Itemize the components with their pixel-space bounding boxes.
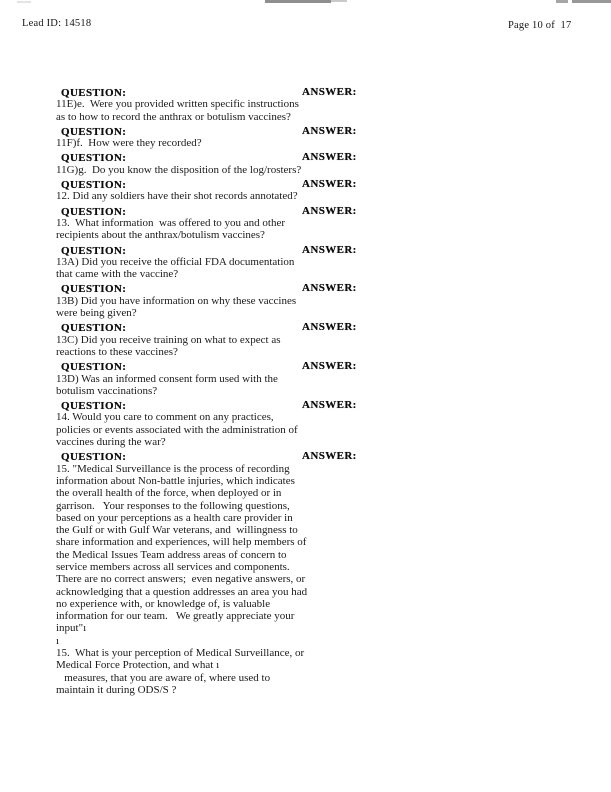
question-text-line: There are no correct answers; even negative answers, or: [56, 573, 306, 586]
scan-artifact: [556, 0, 568, 3]
question-label: QUESTION:: [61, 283, 127, 296]
question-label: QUESTION:: [61, 179, 127, 192]
question-text-line: 11F)f. How were they recorded?: [56, 137, 202, 150]
question-label: QUESTION:: [61, 125, 127, 138]
answer-label: ANSWER:: [302, 282, 357, 295]
trailing-text-line: ı: [56, 634, 60, 647]
qa-block: [56, 178, 596, 203]
question-text-line: information about Non-battle injuries, which indicates: [56, 474, 295, 487]
qa-header-row: [56, 282, 596, 294]
question-text-line: 11G)g. Do you know the disposition of the log/rosters?: [56, 163, 302, 176]
qa-header-row: [56, 151, 596, 163]
trailing-text-line: Medical Force Protection, and what ı: [56, 659, 220, 672]
question-text-line: 11E)e. Were you provided written specific instructions: [56, 98, 299, 111]
qa-list: [56, 84, 596, 696]
qa-header-row: [56, 178, 596, 190]
question-text-line: based on your perceptions as a health care provider in: [56, 511, 293, 524]
qa-header-row: [56, 205, 596, 217]
question-text-line: 13B) Did you have information on why these vaccines: [56, 294, 297, 307]
question-text-line: garrison. Your responses to the following questions,: [56, 499, 290, 512]
qa-block: [56, 125, 596, 150]
question-text-line: share information and experiences, will help members of: [56, 536, 307, 549]
qa-block: [56, 450, 596, 634]
trailing-text-line: 15. What is your perception of Medical Surveillance, or: [56, 647, 305, 660]
qa-block: [56, 282, 596, 319]
scan-artifact: [17, 1, 31, 3]
question-text-line: 14. Would you care to comment on any practices,: [56, 411, 274, 424]
qa-block: [56, 205, 596, 242]
question-label: QUESTION:: [61, 400, 127, 413]
qa-header-row: [56, 86, 596, 98]
question-text-line: 15. "Medical Surveillance is the process of recording: [56, 462, 290, 475]
question-text-line: information for our team. We greatly appreciate your: [56, 610, 295, 623]
qa-block: [56, 399, 596, 448]
answer-label: ANSWER:: [302, 86, 357, 98]
qa-header-row: [56, 360, 596, 372]
question-label: QUESTION:: [61, 205, 127, 218]
scan-artifact: [265, 0, 331, 3]
qa-block: [56, 86, 596, 123]
question-text-line: reactions to these vaccines?: [56, 345, 178, 358]
answer-label: ANSWER:: [302, 124, 357, 137]
question-text-line: were being given?: [56, 307, 137, 320]
question-text-line: policies or events associated with the administration of: [56, 423, 298, 436]
question-text-line: 13. What information was offered to you and other: [56, 216, 286, 229]
question-text-line: the overall health of the force, when deployed or in: [56, 487, 282, 500]
qa-header-row: [56, 450, 596, 462]
question-text-line: 13C) Did you receive training on what to expect as: [56, 333, 281, 346]
lead-id-label: Lead ID: 14518: [22, 18, 92, 29]
question-text-line: acknowledging that a question addresses an area you had: [56, 585, 308, 598]
question-text-line: botulism vaccinations?: [56, 384, 158, 397]
question-text-line: the Gulf or with Gulf War veterans, and willingness to: [56, 524, 298, 537]
question-text-line: service members across all services and components.: [56, 560, 290, 573]
qa-block: [56, 244, 596, 281]
question-text-line: that came with the vaccine?: [56, 268, 179, 281]
question-label: QUESTION:: [61, 152, 127, 165]
question-text-line: recipients about the anthrax/botulism vaccines?: [56, 229, 265, 242]
answer-label: ANSWER:: [302, 151, 357, 164]
qa-header-row: [56, 399, 596, 411]
question-text-line: no experience with, or knowledge of, is valuable: [56, 597, 271, 610]
qa-block: [56, 360, 596, 397]
answer-label: ANSWER:: [302, 399, 357, 412]
question-label: QUESTION:: [61, 244, 127, 257]
qa-block: [56, 321, 596, 358]
question-text-line: vaccines during the war?: [56, 436, 166, 449]
answer-label: ANSWER:: [302, 450, 357, 463]
qa-header-row: [56, 321, 596, 333]
question-label: QUESTION:: [61, 87, 127, 99]
trailing-text-line: measures, that you are aware of, where used to: [56, 671, 271, 684]
answer-label: ANSWER:: [302, 321, 357, 334]
qa-header-row: [56, 244, 596, 256]
question-label: QUESTION:: [61, 322, 127, 335]
answer-label: ANSWER:: [302, 360, 357, 373]
scan-artifact: [572, 0, 611, 3]
answer-label: ANSWER:: [302, 243, 357, 256]
question-text-line: 12. Did any soldiers have their shot records annotated?: [56, 190, 298, 203]
question-text-line: as to how to record the anthrax or botulism vaccines?: [56, 110, 291, 123]
answer-label: ANSWER:: [302, 204, 357, 217]
question-text-line: 13D) Was an informed consent form used with the: [56, 372, 278, 385]
trailing-text-line: maintain it during ODS/S ?: [56, 683, 177, 696]
question-label: QUESTION:: [61, 451, 127, 464]
answer-label: ANSWER:: [302, 178, 357, 191]
qa-block: [56, 151, 596, 176]
question-label: QUESTION:: [61, 361, 127, 374]
question-text-line: input"ı: [56, 622, 87, 635]
qa-header-row: [56, 125, 596, 137]
question-text-line: 13A) Did you receive the official FDA documentation: [56, 255, 295, 268]
scan-artifact: [331, 0, 347, 2]
question-text-line: the Medical Issues Team address areas of concern to: [56, 548, 287, 561]
page-number-label: Page 10 of 17: [508, 20, 572, 31]
